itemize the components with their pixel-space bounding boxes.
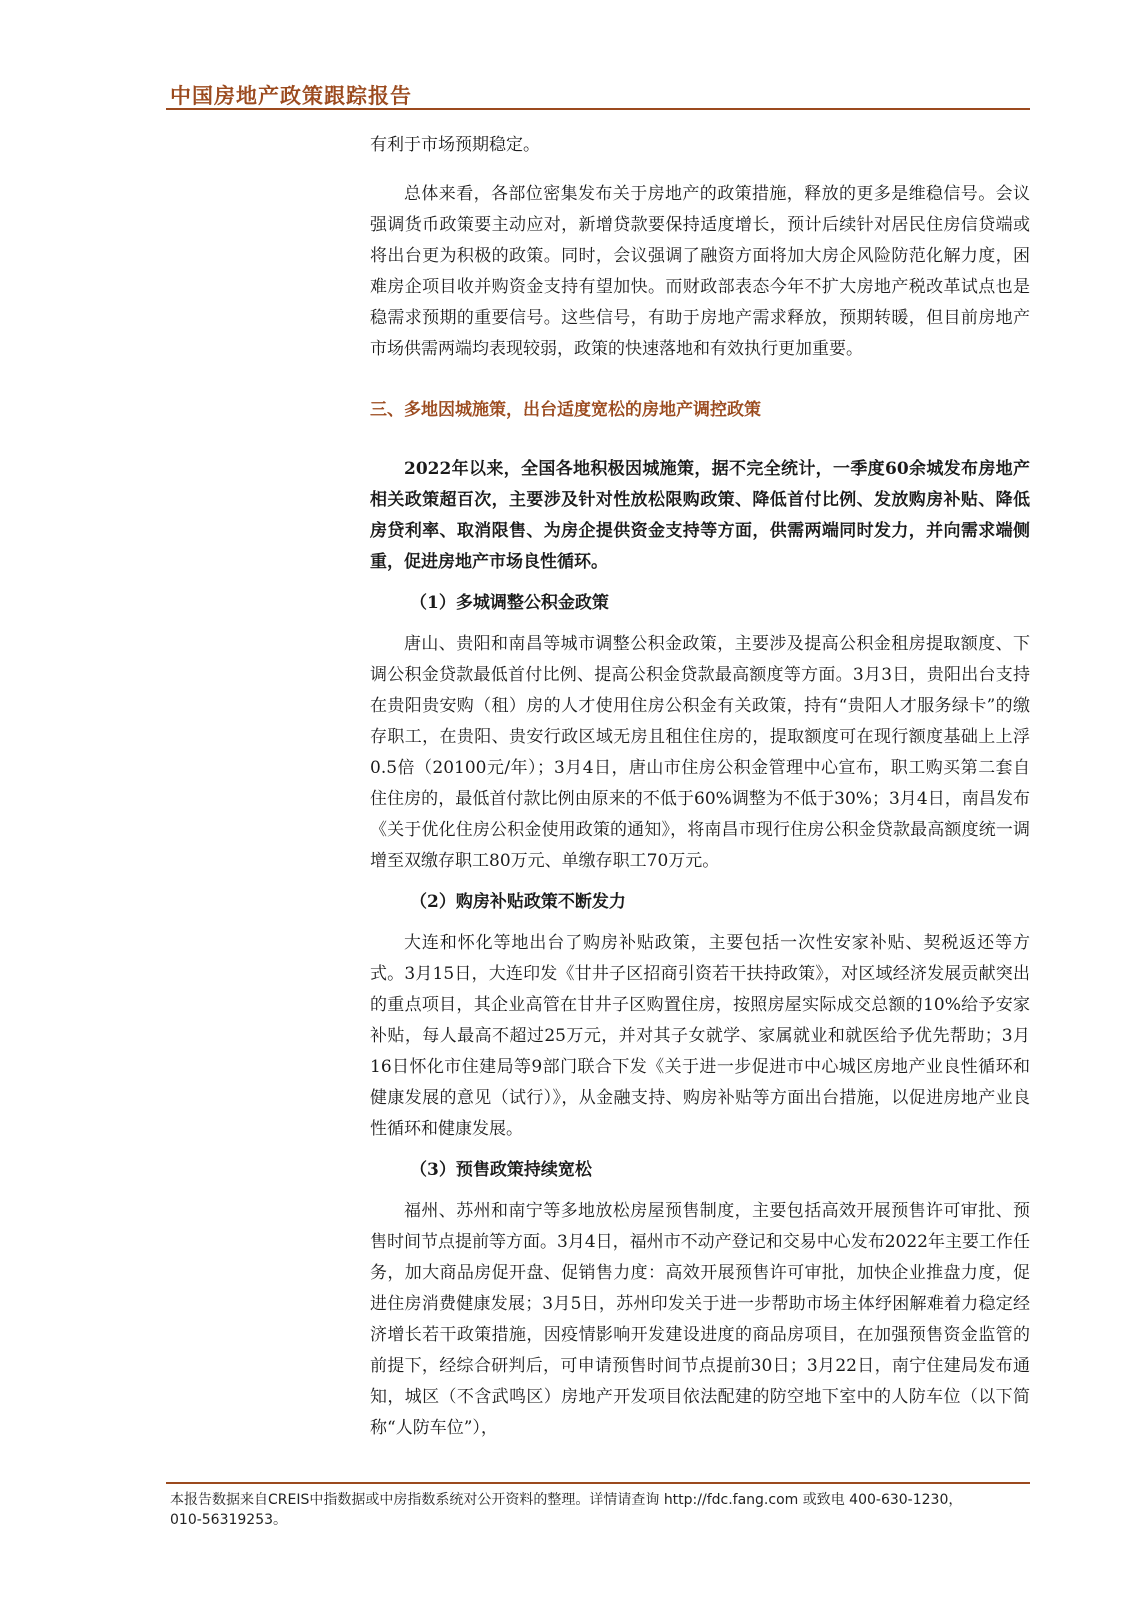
subsection-heading-3: （3）预售政策持续宽松	[410, 1160, 592, 1180]
document-body	[370, 130, 1030, 1444]
subsection-body-1: 唐山、贵阳和南昌等城市调整公积金政策，主要涉及提高公积金租房提取额度、下调公积金贷款最低首付比例、提高公积金贷款最高额度等方面。3月3日，贵阳出台支持在贵阳贵安购（租）房的人才使用住房公积金有关政策，持有“贵阳人才服务绿卡”的缴存职工，在贵阳、贵安行政区域无房且租住住房的，提取额度可在现行额度基础上上浮0.5倍（20100元/年）；3月4日，唐山市住房公积金管理中心宣布，职工购买第二套自住住房的，最低首付款比例由原来的不低于60%调整为不低于30%；3月4日，南昌发布《关于优化住房公积金使用政策的通知》，将南昌市现行住房公积金贷款最高额度统一调增至双缴存职工80万元、单缴存职工70万元。	[370, 634, 1030, 871]
subsection-heading-2: （2）购房补贴政策不断发力	[410, 892, 626, 912]
report-header-title: 中国房地产政策跟踪报告	[170, 83, 412, 108]
subsection-body-3: 福州、苏州和南宁等多地放松房屋预售制度，主要包括高效开展预售许可审批、预售时间节点提前等方面。3月4日，福州市不动产登记和交易中心发布2022年主要工作任务，加大商品房促开盘、促销售力度：高效开展预售许可审批，加快企业推盘力度，促进住房消费健康发展；3月5日，苏州印发关于进一步帮助市场主体纾困解难着力稳定经济增长若干政策措施，因疫情影响开发建设进度的商品房项目，在加强预售资金监管的前提下，经综合研判后，可申请预售时间节点提前30日；3月22日，南宁住建局发布通知，城区（不含武鸣区）房地产开发项目依法配建的防空地下室中的人防车位（以下简称“人防车位”），	[370, 1201, 1030, 1438]
footer-source-note: 本报告数据来自CREIS中指数据或中房指数系统对公开资料的整理。详情请查询 http://fdc.fang.com 或致电 400-630-1230，010-56319253。	[170, 1492, 963, 1528]
paragraph-summary: 总体来看，各部位密集发布关于房地产的政策措施，释放的更多是维稳信号。会议强调货币政策要主动应对，新增贷款要保持适度增长，预计后续针对居民住房信贷端或将出台更为积极的政策。同时，会议强调了融资方面将加大房企风险防范化解力度，困难房企项目收并购资金支持有望加快。而财政部表态今年不扩大房地产税改革试点也是稳需求预期的重要信号。这些信号，有助于房地产需求释放，预期转暖，但目前房地产市场供需两端均表现较弱，政策的快速落地和有效执行更加重要。	[370, 184, 1030, 359]
subsection-body-2: 大连和怀化等地出台了购房补贴政策，主要包括一次性安家补贴、契税返还等方式。3月15日，大连印发《甘井子区招商引资若干扶持政策》，对区域经济发展贡献突出的重点项目，其企业高管在甘井子区购置住房，按照房屋实际成交总额的10%给予安家补贴，每人最高不超过25万元，并对其子女就学、家属就业和就医给予优先帮助；3月16日怀化市住建局等9部门联合下发《关于进一步促进市中心城区房地产业良性循环和健康发展的意见（试行）》，从金融支持、购房补贴等方面出台措施，以促进房地产业良性循环和健康发展。	[370, 933, 1030, 1139]
section-intro: 2022年以来，全国各地积极因城施策，据不完全统计，一季度60余城发布房地产相关政策超百次，主要涉及针对性放松限购政策、降低首付比例、发放购房补贴、降低房贷利率、取消限售、为房企提供资金支持等方面，供需两端同时发力，并向需求端侧重，促进房地产市场良性循环。	[370, 459, 1030, 572]
footer-divider	[166, 1482, 1030, 1484]
section-heading: 三、多地因城施策，出台适度宽松的房地产调控政策	[370, 400, 761, 420]
paragraph-continuation: 有利于市场预期稳定。	[370, 135, 540, 155]
header-divider	[166, 108, 1030, 110]
subsection-heading-1: （1）多城调整公积金政策	[410, 593, 609, 613]
